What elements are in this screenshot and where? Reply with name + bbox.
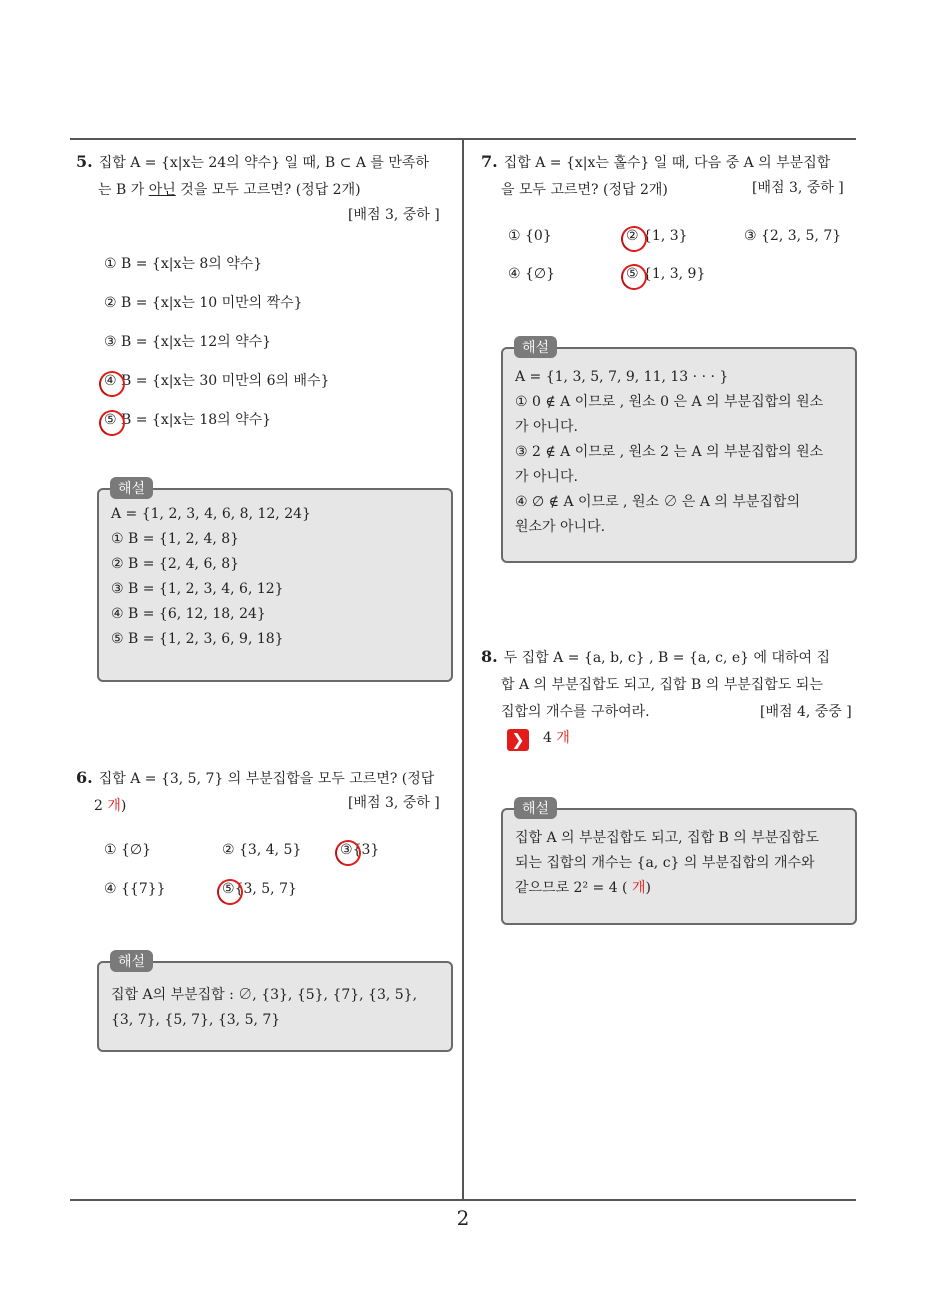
question-number: 5. [76,152,93,171]
choice-2[interactable]: ② {1, 3} [626,228,688,244]
bottom-rule [70,1199,856,1201]
score-meta: [배점 3, 중하 ] [752,180,844,196]
choice-2[interactable]: ② {3, 4, 5} [222,842,302,858]
question-8: 8. 두 집합 A = {a, b, c} , B = {a, c, e} 에 대하여 집 합 A 의 부분집합도 되고, 집합 B 의 부분집합도 되는 집합의 개수를 구하여라. [481,647,831,720]
column-divider [462,139,464,1200]
answer-value: 4 개 [543,730,570,746]
explanation-tag: 해설 [110,477,153,499]
choice-4[interactable]: ④ {∅} [508,266,556,282]
explanation-tag: 해설 [110,950,153,972]
answer-circle-mark: ③ [340,842,353,858]
answer-circle-mark: ⑤ [222,881,235,897]
choice-3[interactable]: ③{3} [340,842,380,858]
answer-circle-mark: ⑤ [104,412,117,428]
explanation-tag: 해설 [514,797,557,819]
explanation-tag: 해설 [514,336,557,358]
choice-1[interactable]: ① {0} [508,228,552,244]
choice-4[interactable]: ④ B = {x|x는 30 미만의 6의 배수} [104,373,330,389]
choice-3[interactable]: ③ B = {x|x는 12의 약수} [104,334,272,350]
choice-1[interactable]: ① B = {x|x는 8의 약수} [104,256,263,272]
question-6: 6. 집합 A = {3, 5, 7} 의 부분집합을 모두 고르면? (정답 2 개) [76,768,435,814]
answer-arrow-icon: ❯ [507,729,529,751]
score-meta: [배점 3, 중하 ] [348,207,440,223]
answer-circle-mark: ④ [104,373,117,389]
choice-4[interactable]: ④ {{7}} [104,881,166,897]
answer-circle-mark: ⑤ [626,266,639,282]
choice-5[interactable]: ⑤ {1, 3, 9} [626,266,706,282]
choice-5[interactable]: ⑤{3, 5, 7} [222,881,297,897]
answer-circle-mark: ② [626,228,639,244]
explanation-box: A = {1, 2, 3, 4, 6, 8, 12, 24} ① B = {1, 2, 4, 8} ② B = {2, 4, 6, 8} ③ B = {1, 2, 3, 4, 6, 12} ④ B = {6, 12, 18, 24} ⑤ B = {1, 2, 3, 6, 9, 18} [97,488,453,682]
explanation-box: 집합 A의 부분집합 : ∅, {3}, {5}, {7}, {3, 5}, {3, 7}, {5, 7}, {3, 5, 7} [97,961,453,1052]
score-meta: [배점 4, 중중 ] [760,704,852,720]
explanation-box: 집합 A 의 부분집합도 되고, 집합 B 의 부분집합도 되는 집합의 개수는 {a, c} 의 부분집합의 개수와 같으므로 2² = 4 ( 개) [501,808,857,925]
question-text: 집합 A = {x|x는 24의 약수} 일 때, B ⊂ A 를 만족하 [98,155,429,171]
score-meta: [배점 3, 중하 ] [348,795,440,811]
choice-2[interactable]: ② B = {x|x는 10 미만의 짝수} [104,295,303,311]
page-number: 2 [456,1206,470,1230]
choice-1[interactable]: ① {∅} [104,842,152,858]
underline-word: 아닌 [148,182,176,198]
question-5: 5. 집합 A = {x|x는 24의 약수} 일 때, B ⊂ A 를 만족하 는 B 가 아닌 것을 모두 고르면? (정답 2개) [76,152,429,198]
choice-5[interactable]: ⑤ B = {x|x는 18의 약수} [104,412,272,428]
choice-3[interactable]: ③ {2, 3, 5, 7} [744,228,842,244]
question-7: 7. 집합 A = {x|x는 홀수} 일 때, 다음 중 A 의 부분집합 을 모두 고르면? (정답 2개) [481,152,831,198]
explanation-box: A = {1, 3, 5, 7, 9, 11, 13 · · · } ① 0 ∉ A 이므로 , 원소 0 은 A 의 부분집합의 원소 가 아니다. ③ 2 ∉ A 이므로 , 원소 2 는 A 의 부분집합의 원소 가 아니다. ④ ∅ ∉ A 이므로 , 원소 ∅ 은 A 의 부분집합의 원소가 아니다. [501,347,857,563]
